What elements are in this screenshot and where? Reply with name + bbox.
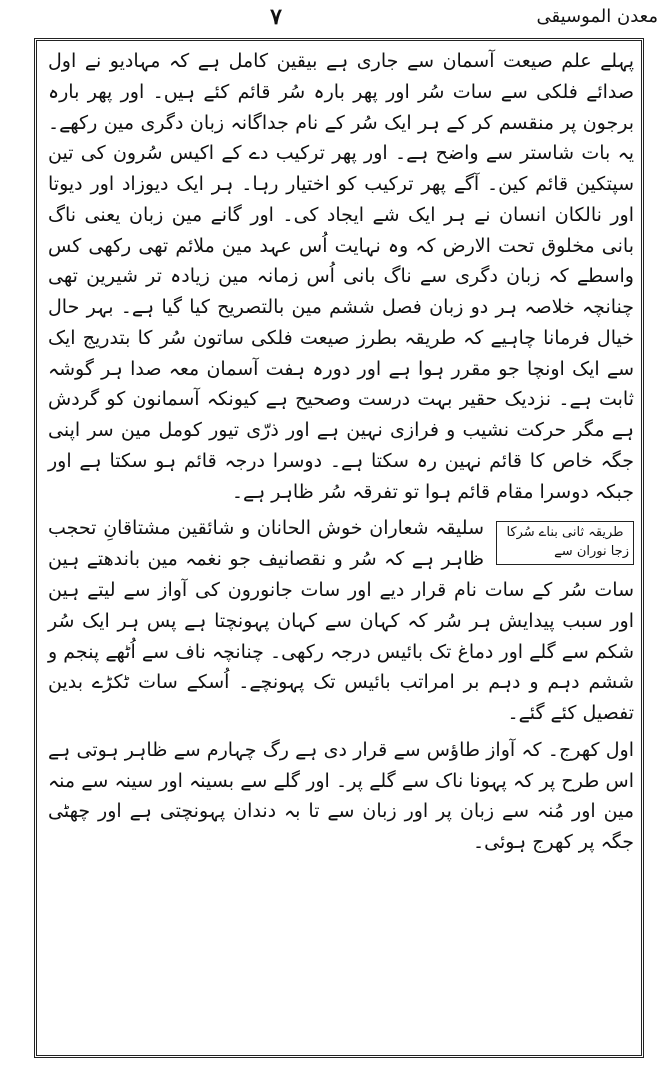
page-number: ۷ <box>270 4 282 30</box>
book-title: معدن الموسیقی <box>536 6 658 27</box>
main-text <box>48 46 634 864</box>
running-head <box>8 2 664 36</box>
paragraph-3: اول کھرج۔ کہ آواز طاؤس سے قرار دی ہے رگ چہارم سے ظاہر ہوتی ہے اس طرح پر کہ پہونا ناک سے گلے پر۔ اور گلے سے بسینہ اور سینہ سے منہ مین اور مُنہ سے زبان پر اور زبان سے تا بہ دندان پہونچتی ہے اور چھٹی جگہ پر کھرج ہوئی۔ <box>48 738 634 854</box>
paragraph-2: سلیقہ شعاران خوش الحانان و شائقین مشتاقانِ تحجب ظاہر ہے کہ سُر و نقصانیف جو نغمہ مین باندھتے ہین سات سُر کے سات نام قرار دیے اور سات جانورون کی آواز سے لیتے ہین اور سبب پیدایش ہر سُر کہ کہان سے کہان پہونچتا ہے پس ہر ایک سُر شکم سے گلے اور دماغ تک بائیس درجہ رکھی۔ چنانچہ ناف سے اُٹھے پنجم و ششم دہم و دہم بر امراتب بائیس تک پہونچے۔ اُسکے سات ٹکڑے بدین تفصیل کئے گئے۔ <box>48 517 634 725</box>
paragraph-1: پہلے علم صیعت آسمان سے جاری ہے بیقین کامل ہے کہ مہادیو نے اول صدائے فلکی سے سات سُر اور پھر بارہ سُر قائم کئے ہیں۔ اور پھر بارہ برجون پر منقسم کر کے ہر ایک سُر کے نام جداگانہ زبان دگری مین رکھے۔ یہ بات شاستر سے واضح ہے۔ اور پھر ترکیب دے کے اکیس سُرون کی تین سپتکین قائم کین۔ آگے پھر ترکیب کو اختیار رہا۔ ہر ایک دیوزاد اور دیوتا اور نالکان انسان نے ہر ایک شے ایجاد کی۔ اور گانے مین زبان یعنی ناگ بانی مخلوق تحت الارض کہ وہ نہایت اُس عہد مین ملائم تھی رکھی کس واسطے کہ زبان دگری سے ناگ بانی اُس زمانہ مین زیادہ تر شیرین تھی چنانچہ خلاصہ ہر دو زبان فصل ششم مین بالتصریح کیا گیا ہے۔ بہر حال خیال فرمانا چاہیے کہ طریقہ بطرز صیعت فلکی ساتون سُر کا بتدریج ایک سے ایک اونچا جو مقرر ہوا ہے اور دورہ ہفت آسمان معہ صدا ہر گوشہ ثابت ہے۔ نزدیک حقیر بہت درست وصحیح ہے کیونکہ آسمانون کو گردش ہے مگر حرکت نشیب و فرازی نہین ہے اور ذرّی تیور کومل مین سر اپنی جگہ خاص کا قائم نہین رہ سکتا ہے۔ دوسرا درجہ قائم ہو سکتا ہے اور جبکہ دوسرا مقام قائم ہوا تو تفرقہ سُر ظاہر ہے۔ <box>48 50 634 503</box>
section-with-side-note <box>48 513 634 728</box>
side-note-box: طریقہ ثانی بناے سُرکا زجا نوران سے <box>496 521 634 565</box>
